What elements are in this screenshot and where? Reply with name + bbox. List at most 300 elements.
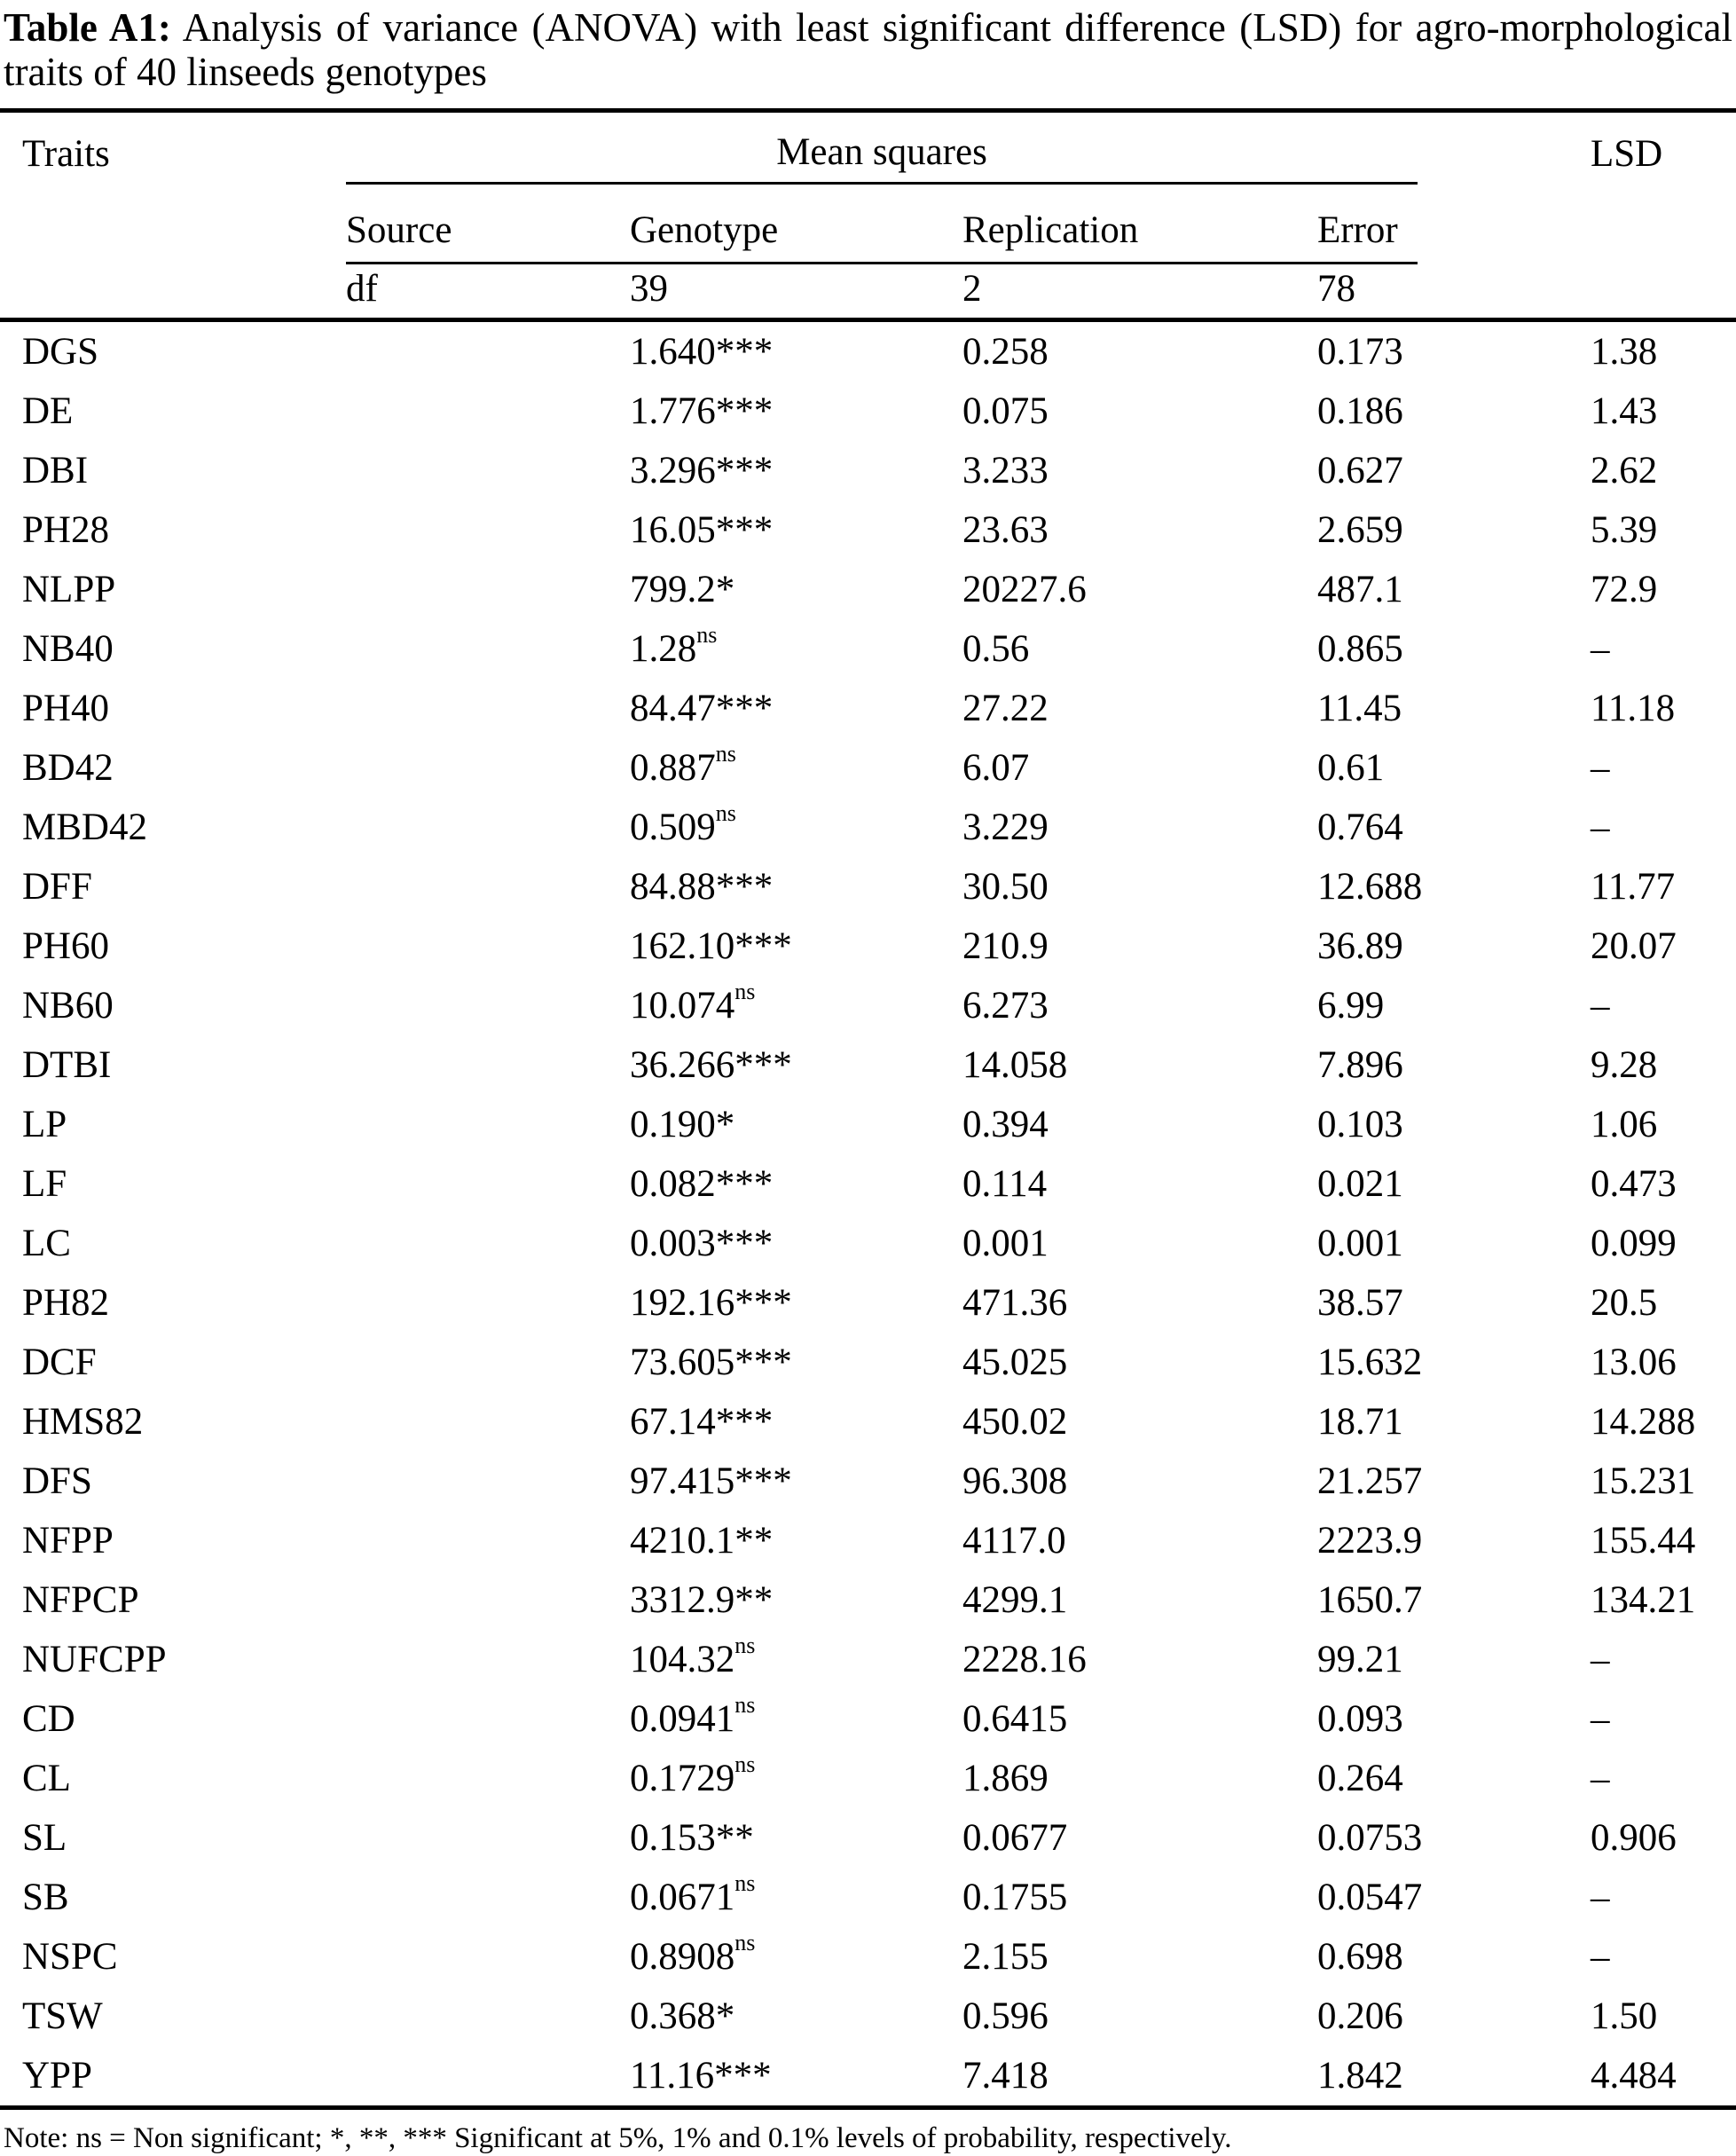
lsd-cell: 0.473	[1591, 1163, 1677, 1205]
genotype-cell	[630, 976, 962, 1035]
lsd-cell: –	[1591, 1698, 1610, 1740]
lsd-cell: –	[1591, 628, 1610, 670]
spacer-cell	[1418, 857, 1591, 917]
lsd-cell: 20.07	[1591, 925, 1677, 967]
genotype-value: 10.074	[630, 985, 735, 1027]
error-cell: 0.186	[1317, 390, 1403, 432]
spacer-cell	[346, 1452, 630, 1511]
lsd-cell: –	[1591, 747, 1610, 789]
table-row	[0, 679, 1736, 738]
caption-line-2: traits of 40 linseeds genotypes	[4, 50, 487, 94]
table-row	[0, 917, 1736, 976]
header-lsd: LSD	[1591, 111, 1736, 184]
error-cell: 0.173	[1317, 331, 1403, 373]
table-row	[0, 798, 1736, 857]
header-row-groups	[0, 111, 1736, 184]
ns-superscript: ns	[734, 1870, 756, 1896]
table-row	[0, 1154, 1736, 1214]
spacer-cell	[346, 857, 630, 917]
genotype-cell	[630, 1689, 962, 1749]
spacer-cell	[1418, 1749, 1591, 1808]
genotype-cell	[630, 857, 962, 917]
genotype-value: 16.05***	[630, 509, 774, 551]
genotype-value: 1.640***	[630, 331, 774, 373]
trait-cell: LC	[22, 1223, 71, 1264]
spacer-cell	[346, 1392, 630, 1452]
genotype-cell	[630, 1868, 962, 1927]
spacer-cell	[346, 1214, 630, 1273]
lsd-cell: –	[1591, 985, 1610, 1027]
header-traits: Traits	[0, 111, 346, 184]
genotype-cell	[630, 619, 962, 679]
error-cell: 2223.9	[1317, 1520, 1423, 1562]
trait-cell: HMS82	[22, 1401, 144, 1443]
error-cell: 15.632	[1317, 1342, 1423, 1383]
spacer-cell	[1418, 2046, 1591, 2108]
error-cell: 18.71	[1317, 1401, 1403, 1443]
trait-cell: PH60	[22, 925, 109, 967]
table-header	[0, 111, 1736, 320]
ns-superscript: ns	[715, 741, 736, 767]
trait-cell: NLPP	[22, 569, 116, 610]
spacer-cell	[1418, 441, 1591, 500]
genotype-cell	[630, 798, 962, 857]
spacer-cell	[1418, 1273, 1591, 1333]
table-row	[0, 1570, 1736, 1630]
genotype-cell	[630, 1214, 962, 1273]
df-replication-value: 2	[962, 264, 1317, 320]
spacer-cell	[346, 2046, 630, 2108]
table-row	[0, 738, 1736, 798]
lsd-cell: 72.9	[1591, 569, 1658, 610]
table-row	[0, 1749, 1736, 1808]
lsd-cell: 1.38	[1591, 331, 1658, 373]
trait-cell: NB40	[22, 628, 114, 670]
genotype-value: 11.16***	[630, 2055, 772, 2097]
spacer-cell	[346, 500, 630, 560]
spacer-cell	[1418, 1035, 1591, 1095]
spacer-cell	[0, 184, 346, 264]
header-source: Source	[346, 184, 630, 264]
spacer-cell	[1418, 679, 1591, 738]
lsd-cell: 11.77	[1591, 866, 1676, 908]
genotype-value: 0.0671	[630, 1877, 735, 1918]
genotype-value: 0.003***	[630, 1223, 774, 1264]
genotype-cell	[630, 1511, 962, 1570]
lsd-cell: –	[1591, 807, 1610, 848]
replication-cell: 0.56	[962, 628, 1030, 670]
caption-text: Analysis of variance (ANOVA) with least significant difference (LSD) for agro-morphological	[182, 5, 1732, 50]
spacer-cell	[346, 382, 630, 441]
lsd-cell: 134.21	[1591, 1579, 1696, 1621]
spacer-cell	[346, 619, 630, 679]
error-cell: 0.865	[1317, 628, 1403, 670]
replication-cell: 14.058	[962, 1044, 1068, 1086]
footnote: Note: ns = Non significant; *, **, *** Significant at 5%, 1% and 0.1% levels of probability, respectively.	[4, 2122, 1232, 2154]
genotype-value: 0.887	[630, 747, 716, 789]
replication-cell: 96.308	[962, 1460, 1068, 1502]
table-row	[0, 1630, 1736, 1689]
spacer-cell	[1418, 1868, 1591, 1927]
lsd-cell: 0.906	[1591, 1817, 1677, 1859]
genotype-cell	[630, 679, 962, 738]
lsd-cell: 11.18	[1591, 688, 1676, 729]
replication-cell: 6.07	[962, 747, 1030, 789]
lsd-cell: 5.39	[1591, 509, 1658, 551]
replication-cell: 4299.1	[962, 1579, 1068, 1621]
spacer-cell	[1418, 1214, 1591, 1273]
replication-cell: 6.273	[962, 985, 1049, 1027]
table-row	[0, 1273, 1736, 1333]
ns-superscript: ns	[734, 1930, 756, 1955]
df-error-value: 78	[1317, 264, 1418, 320]
error-cell: 0.001	[1317, 1223, 1403, 1264]
spacer-cell	[346, 679, 630, 738]
genotype-cell	[630, 1035, 962, 1095]
ns-superscript: ns	[734, 1633, 756, 1658]
genotype-cell	[630, 382, 962, 441]
spacer-cell	[346, 1689, 630, 1749]
error-cell: 487.1	[1317, 569, 1403, 610]
trait-cell: CL	[22, 1758, 71, 1799]
genotype-cell	[630, 320, 962, 382]
spacer-cell	[1418, 1392, 1591, 1452]
spacer-cell	[346, 1987, 630, 2046]
genotype-value: 0.509	[630, 807, 716, 848]
genotype-cell	[630, 1927, 962, 1987]
lsd-cell: 1.06	[1591, 1104, 1658, 1145]
trait-cell: NUFCPP	[22, 1639, 167, 1680]
lsd-cell: 1.43	[1591, 390, 1658, 432]
trait-cell: DGS	[22, 331, 99, 373]
lsd-cell: 9.28	[1591, 1044, 1658, 1086]
spacer-cell	[346, 1095, 630, 1154]
genotype-value: 0.0941	[630, 1698, 735, 1740]
trait-cell: PH40	[22, 688, 109, 729]
genotype-value: 192.16***	[630, 1282, 792, 1324]
ns-superscript: ns	[734, 979, 756, 1004]
spacer-cell	[346, 560, 630, 619]
table-row	[0, 1987, 1736, 2046]
genotype-value: 67.14***	[630, 1401, 774, 1443]
error-cell: 0.206	[1317, 1995, 1403, 2037]
trait-cell: DCF	[22, 1342, 97, 1383]
trait-cell: LF	[22, 1163, 67, 1205]
lsd-cell: 14.288	[1591, 1401, 1696, 1443]
spacer-cell	[1418, 1927, 1591, 1987]
error-cell: 2.659	[1317, 509, 1403, 551]
genotype-value: 799.2*	[630, 569, 735, 610]
lsd-cell: 2.62	[1591, 450, 1658, 492]
table-row	[0, 619, 1736, 679]
replication-cell: 0.0677	[962, 1817, 1068, 1859]
genotype-cell	[630, 1095, 962, 1154]
spacer-cell	[1418, 917, 1591, 976]
header-genotype: Genotype	[630, 184, 962, 264]
genotype-value: 104.32	[630, 1639, 735, 1680]
genotype-value: 1.776***	[630, 390, 774, 432]
genotype-value: 0.8908	[630, 1936, 735, 1978]
error-cell: 0.61	[1317, 747, 1385, 789]
table-row	[0, 382, 1736, 441]
lsd-cell: 15.231	[1591, 1460, 1696, 1502]
spacer-cell	[1418, 1511, 1591, 1570]
replication-cell: 4117.0	[962, 1520, 1066, 1562]
genotype-cell	[630, 441, 962, 500]
replication-cell: 3.229	[962, 807, 1049, 848]
replication-cell: 30.50	[962, 866, 1049, 908]
lsd-cell: –	[1591, 1936, 1610, 1978]
spacer-cell	[1591, 184, 1736, 264]
header-mean-squares: Mean squares	[346, 111, 1418, 184]
replication-cell: 1.869	[962, 1758, 1049, 1799]
table-row	[0, 1392, 1736, 1452]
table-row	[0, 1689, 1736, 1749]
table-row	[0, 560, 1736, 619]
spacer-cell	[346, 1749, 630, 1808]
error-cell: 0.264	[1317, 1758, 1403, 1799]
error-cell: 36.89	[1317, 925, 1403, 967]
spacer-cell	[1418, 1808, 1591, 1868]
header-row-df	[0, 264, 1736, 320]
replication-cell: 210.9	[962, 925, 1049, 967]
genotype-cell	[630, 1333, 962, 1392]
genotype-value: 162.10***	[630, 925, 792, 967]
replication-cell: 0.1755	[962, 1877, 1068, 1918]
table-row	[0, 1452, 1736, 1511]
spacer-cell	[346, 798, 630, 857]
error-cell: 0.698	[1317, 1936, 1403, 1978]
genotype-value: 0.082***	[630, 1163, 774, 1205]
spacer-cell	[346, 1273, 630, 1333]
genotype-cell	[630, 1273, 962, 1333]
spacer-cell	[346, 976, 630, 1035]
error-cell: 7.896	[1317, 1044, 1403, 1086]
trait-cell: DTBI	[22, 1044, 112, 1086]
error-cell: 21.257	[1317, 1460, 1423, 1502]
trait-cell: DFF	[22, 866, 92, 908]
genotype-value: 0.1729	[630, 1758, 735, 1799]
replication-cell: 45.025	[962, 1342, 1068, 1383]
replication-cell: 0.001	[962, 1223, 1049, 1264]
error-cell: 1650.7	[1317, 1579, 1423, 1621]
header-error: Error	[1317, 184, 1418, 264]
spacer-cell	[346, 441, 630, 500]
genotype-cell	[630, 1987, 962, 2046]
trait-cell: BD42	[22, 747, 114, 789]
ns-superscript: ns	[734, 1692, 756, 1718]
error-cell: 11.45	[1317, 688, 1402, 729]
spacer-cell	[1418, 1452, 1591, 1511]
lsd-cell: –	[1591, 1639, 1610, 1680]
spacer-cell	[0, 264, 346, 320]
genotype-value: 4210.1**	[630, 1520, 774, 1562]
table-row	[0, 1035, 1736, 1095]
table-row	[0, 1095, 1736, 1154]
trait-cell: SL	[22, 1817, 67, 1859]
genotype-value: 0.153**	[630, 1817, 754, 1859]
error-cell: 0.764	[1317, 807, 1403, 848]
spacer-cell	[346, 1808, 630, 1868]
trait-cell: NSPC	[22, 1936, 118, 1978]
spacer-cell	[346, 1630, 630, 1689]
trait-cell: DFS	[22, 1460, 92, 1502]
spacer-cell	[346, 1511, 630, 1570]
genotype-cell	[630, 738, 962, 798]
table-caption	[0, 0, 1736, 94]
trait-cell: SB	[22, 1877, 69, 1918]
table-row	[0, 1214, 1736, 1273]
table-row	[0, 1808, 1736, 1868]
replication-cell: 0.114	[962, 1163, 1048, 1205]
replication-cell: 0.075	[962, 390, 1049, 432]
spacer-cell	[1418, 320, 1591, 382]
replication-cell: 3.233	[962, 450, 1049, 492]
error-cell: 99.21	[1317, 1639, 1403, 1680]
spacer-cell	[1418, 1095, 1591, 1154]
spacer-cell	[346, 320, 630, 382]
table-row	[0, 1868, 1736, 1927]
ns-superscript: ns	[696, 622, 718, 648]
error-cell: 0.103	[1317, 1104, 1403, 1145]
error-cell: 12.688	[1317, 866, 1423, 908]
spacer-cell	[346, 1333, 630, 1392]
trait-cell: YPP	[0, 2046, 346, 2108]
spacer-cell	[1418, 798, 1591, 857]
spacer-cell	[1418, 1987, 1591, 2046]
table-row	[0, 1333, 1736, 1392]
replication-cell: 0.394	[962, 1104, 1049, 1145]
spacer-cell	[1418, 1689, 1591, 1749]
error-cell: 0.0753	[1317, 1817, 1423, 1859]
trait-cell: CD	[22, 1698, 75, 1740]
replication-cell: 27.22	[962, 688, 1049, 729]
table-body	[0, 320, 1736, 2108]
spacer-cell	[1418, 500, 1591, 560]
replication-cell: 0.6415	[962, 1698, 1068, 1740]
df-genotype-value: 39	[630, 264, 962, 320]
spacer-cell	[346, 1035, 630, 1095]
spacer-cell	[1418, 619, 1591, 679]
trait-cell: NFPCP	[22, 1579, 139, 1621]
spacer-cell	[346, 917, 630, 976]
genotype-cell	[630, 560, 962, 619]
genotype-cell	[630, 1570, 962, 1630]
lsd-cell: 4.484	[1591, 2046, 1736, 2108]
genotype-cell	[630, 1808, 962, 1868]
replication-cell: 0.596	[962, 1995, 1049, 2037]
caption-label: Table A1:	[4, 5, 171, 50]
lsd-cell: –	[1591, 1758, 1610, 1799]
error-cell: 1.842	[1317, 2046, 1418, 2108]
replication-cell: 23.63	[962, 509, 1049, 551]
genotype-value: 3312.9**	[630, 1579, 774, 1621]
replication-cell: 7.418	[962, 2046, 1317, 2108]
table-row	[0, 1511, 1736, 1570]
trait-cell: MBD42	[22, 807, 147, 848]
spacer-cell	[1418, 1570, 1591, 1630]
lsd-cell: 0.099	[1591, 1223, 1677, 1264]
lsd-cell: 20.5	[1591, 1282, 1658, 1324]
genotype-value: 36.266***	[630, 1044, 792, 1086]
spacer-cell	[346, 1927, 630, 1987]
anova-table	[0, 108, 1736, 2110]
spacer-cell	[346, 738, 630, 798]
genotype-value: 84.47***	[630, 688, 774, 729]
error-cell: 38.57	[1317, 1282, 1403, 1324]
spacer-cell	[1418, 738, 1591, 798]
trait-cell: NB60	[22, 985, 114, 1027]
replication-cell: 20227.6	[962, 569, 1087, 610]
ns-superscript: ns	[715, 800, 736, 826]
genotype-cell	[630, 500, 962, 560]
header-row-source	[0, 184, 1736, 264]
trait-cell: LP	[22, 1104, 67, 1145]
genotype-cell	[630, 1154, 962, 1214]
table-row	[0, 2046, 1736, 2108]
header-replication: Replication	[962, 184, 1317, 264]
lsd-cell: 13.06	[1591, 1342, 1677, 1383]
replication-cell: 2228.16	[962, 1639, 1087, 1680]
spacer-cell	[1418, 1333, 1591, 1392]
spacer-cell	[346, 1154, 630, 1214]
trait-cell: PH82	[22, 1282, 109, 1324]
genotype-cell	[630, 1392, 962, 1452]
genotype-value: 73.605***	[630, 1342, 792, 1383]
genotype-value: 97.415***	[630, 1460, 792, 1502]
trait-cell: DBI	[22, 450, 89, 492]
genotype-cell	[630, 2046, 962, 2108]
spacer-cell	[1418, 184, 1591, 264]
spacer-cell	[1418, 264, 1591, 320]
table-row	[0, 441, 1736, 500]
spacer-cell	[1418, 1630, 1591, 1689]
spacer-cell	[1418, 976, 1591, 1035]
error-cell: 0.021	[1317, 1163, 1403, 1205]
spacer-cell	[1418, 560, 1591, 619]
lsd-cell: 155.44	[1591, 1520, 1696, 1562]
lsd-cell: 1.50	[1591, 1995, 1658, 2037]
genotype-cell	[630, 1749, 962, 1808]
table-row	[0, 976, 1736, 1035]
replication-cell: 2.155	[962, 1936, 1049, 1978]
error-cell: 0.0547	[1317, 1877, 1423, 1918]
replication-cell: 0.258	[962, 331, 1049, 373]
trait-cell: DE	[22, 390, 74, 432]
genotype-value: 84.88***	[630, 866, 774, 908]
genotype-cell	[630, 1452, 962, 1511]
table-row	[0, 1927, 1736, 1987]
trait-cell: PH28	[22, 509, 109, 551]
spacer-cell	[346, 1570, 630, 1630]
table-row	[0, 320, 1736, 382]
replication-cell: 450.02	[962, 1401, 1068, 1443]
spacer-cell	[1591, 264, 1736, 320]
trait-cell: NFPP	[22, 1520, 114, 1562]
caption-line-1	[4, 5, 1732, 50]
error-cell: 0.093	[1317, 1698, 1403, 1740]
genotype-value: 0.190*	[630, 1104, 735, 1145]
genotype-cell	[630, 917, 962, 976]
spacer-cell	[1418, 382, 1591, 441]
trait-cell: TSW	[22, 1995, 103, 2037]
ns-superscript: ns	[734, 1751, 756, 1777]
replication-cell: 471.36	[962, 1282, 1068, 1324]
genotype-cell	[630, 1630, 962, 1689]
spacer-cell	[1418, 111, 1591, 184]
spacer-cell	[346, 1868, 630, 1927]
genotype-value: 0.368*	[630, 1995, 735, 2037]
